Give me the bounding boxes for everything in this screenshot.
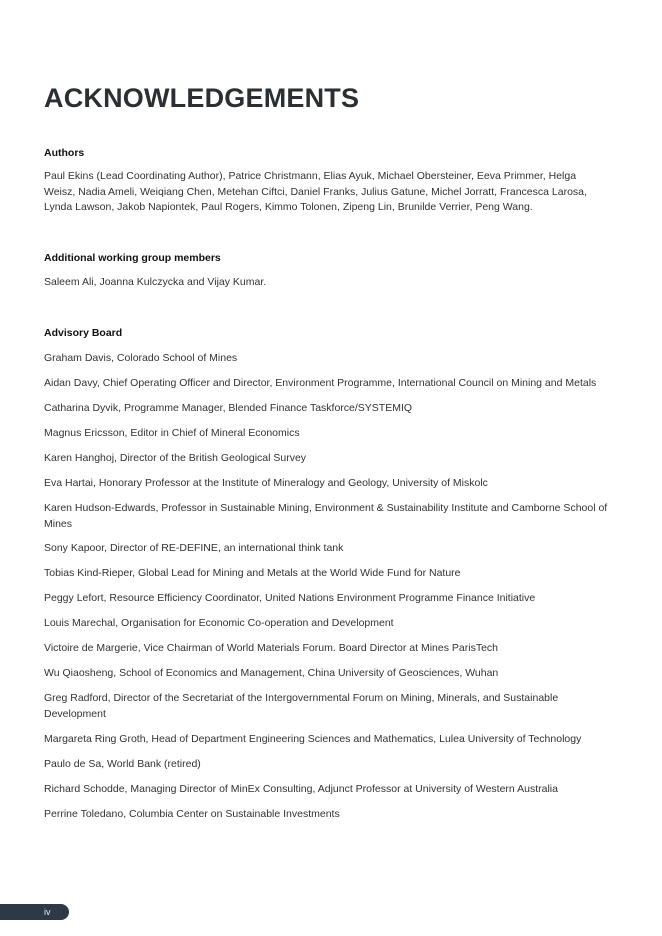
advisory-board-member: Peggy Lefort, Resource Efficiency Coordinator, United Nations Environment Programme Finance Initiative — [44, 592, 536, 605]
advisory-board-list — [44, 351, 614, 832]
advisory-board-member: Wu Qiaosheng, School of Economics and Management, China University of Geosciences, Wuhan — [44, 667, 499, 680]
advisory-board-member: Louis Marechal, Organisation for Economic Co-operation and Development — [44, 617, 394, 630]
advisory-board-heading: Advisory Board — [44, 327, 123, 339]
advisory-board-member: Perrine Toledano, Columbia Center on Sustainable Investments — [44, 807, 340, 820]
advisory-board-member: Richard Schodde, Managing Director of MinEx Consulting, Adjunct Professor at University of Western Australia — [44, 782, 558, 795]
advisory-board-member: Karen Hudson-Edwards, Professor in Sustainable Mining, Environment & Sustainability Institute and Camborne School of Mines — [44, 501, 608, 530]
advisory-board-member: Karen Hanghoj, Director of the British Geological Survey — [44, 451, 307, 464]
advisory-board-member: Magnus Ericsson, Editor in Chief of Mineral Economics — [44, 426, 300, 439]
advisory-board-member: Aidan Davy, Chief Operating Officer and Director, Environment Programme, International Council on Mining and Metals — [44, 376, 597, 389]
advisory-board-member: Victoire de Margerie, Vice Chairman of World Materials Forum. Board Director at Mines ParisTech — [44, 642, 499, 655]
advisory-board-member: Eva Hartai, Honorary Professor at the Institute of Mineralogy and Geology, University of Miskolc — [44, 476, 488, 489]
advisory-board-member: Margareta Ring Groth, Head of Department Engineering Sciences and Mathematics, Lulea University of Technology — [44, 732, 582, 745]
advisory-board-member: Sony Kapoor, Director of RE-DEFINE, an international think tank — [44, 542, 344, 555]
advisory-board-member: Catharina Dyvik, Programme Manager, Blended Finance Taskforce/SYSTEMIQ — [44, 401, 413, 414]
authors-list: Paul Ekins (Lead Coordinating Author), Patrice Christmann, Elias Ayuk, Michael Obersteiner, Eeva Primmer, Helga Weisz, Nadia Ameli, Weiqiang Chen, Metehan Ciftci, Daniel Franks, Julius Gatune, Michel Jorratt, Francesca Larosa, Lynda Lawson, Jakob Napiontek, Paul Rogers, Kimmo Tolonen, Zipeng Lin, Brunilde Verrier, Peng Wang. — [44, 170, 587, 214]
page-title: ACKNOWLEDGEMENTS — [44, 83, 360, 113]
advisory-board-member: Greg Radford, Director of the Secretariat of the Intergovernmental Forum on Mining, Minerals, and Sustainable Development — [44, 692, 559, 720]
advisory-board-member: Tobias Kind-Rieper, Global Lead for Mining and Metals at the World Wide Fund for Nature — [44, 567, 461, 580]
working-group-list: Saleem Ali, Joanna Kulczycka and Vijay Kumar. — [44, 276, 267, 288]
working-group-heading: Additional working group members — [44, 252, 221, 264]
page-number-tab — [0, 904, 69, 920]
page-number: iv — [44, 907, 51, 917]
advisory-board-member: Graham Davis, Colorado School of Mines — [44, 352, 238, 364]
authors-heading: Authors — [44, 147, 85, 159]
advisory-board-member: Paulo de Sa, World Bank (retired) — [44, 757, 201, 770]
